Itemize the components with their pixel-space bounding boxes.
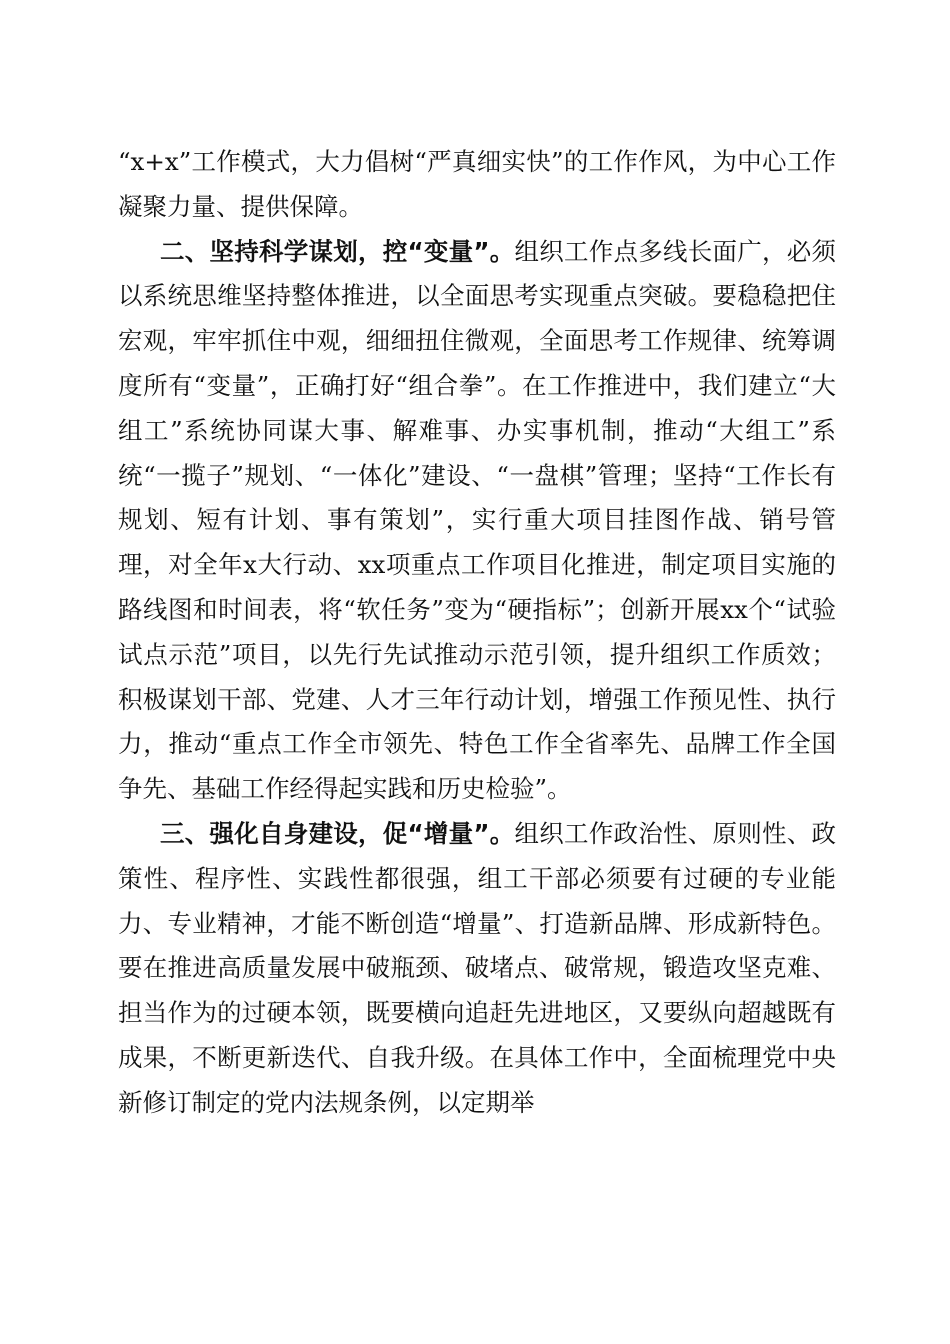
paragraph-section-two xyxy=(118,230,836,812)
document-body xyxy=(118,140,836,1126)
paragraph-section-three xyxy=(118,812,836,1126)
paragraph-body: 组织工作政治性、原则性、政策性、程序性、实践性都很强，组工干部必须要有过硬的专业能力、专业精神，才能不断创造“增量”、打造新品牌、形成新特色。要在推进高质量发展中破瓶颈、破堵点、破常规，锻造攻坚克难、担当作为的过硬本领，既要横向追赶先进地区，又要纵向超越既有成果，不断更新迭代、自我升级。在具体工作中，全面梳理党中央新修订制定的党内法规条例，以定期举 xyxy=(118,818,837,1117)
paragraph-continuation xyxy=(118,140,836,230)
section-heading: 二、坚持科学谋划，控“变量”。 xyxy=(160,236,515,266)
section-heading: 三、强化自身建设，促“增量”。 xyxy=(160,818,515,848)
paragraph-body: 组织工作点多线长面广，必须以系统思维坚持整体推进，以全面思考实现重点突破。要稳稳把住宏观，牢牢抓住中观，细细扭住微观，全面思考工作规律、统筹调度所有“变量”，正确打好“组合拳”。在工作推进中，我们建立“大组工”系统协同谋大事、解难事、办实事机制，推动“大组工”系统“一揽子”规划、“一体化”建设、“一盘棋”管理；坚持“工作长有规划、短有计划、事有策划”，实行重大项目挂图作战、销号管理，对全年x大行动、xx项重点工作项目化推进，制定项目实施的路线图和时间表，将“软任务”变为“硬指标”；创新开展xx个“试验试点示范”项目，以先行先试推动示范引领，提升组织工作质效；积极谋划干部、党建、人才三年行动计划，增强工作预见性、执行力，推动“重点工作全市领先、特色工作全省率先、品牌工作全国争先、基础工作经得起实践和历史检验”。 xyxy=(118,236,837,804)
paragraph-body: “x+x”工作模式，大力倡树“严真细实快”的工作作风，为中心工作凝聚力量、提供保障。 xyxy=(118,147,836,221)
